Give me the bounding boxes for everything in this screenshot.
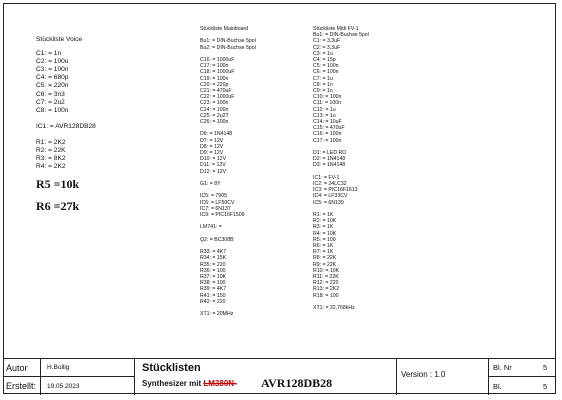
mainboard-rectifier: G1: = 8Y [200, 181, 221, 188]
mainboard-cap: C23: = 100n [200, 100, 229, 107]
midi-resistor: R3: = 1K [313, 224, 334, 231]
mainboard-cap: C19: = 100n [200, 75, 229, 82]
midi-connector-1: Bu1: = DIN-Buchse 5pol [313, 32, 369, 39]
mainboard-cap: C21: = 470uF [200, 88, 232, 94]
subtitle-text: Synthesizer mit [142, 379, 202, 388]
midi-diode: D2: = 1N4148 [313, 156, 346, 163]
created-label-cell [3, 377, 41, 395]
midi-resistor: R5: = 100 [313, 236, 336, 243]
voice-cap-6: C6: = 3n3 [36, 90, 65, 98]
voice-cap-3: C3: = 100n [36, 66, 69, 74]
midi-cap: C5: = 100n [313, 63, 339, 70]
sheet-count-label: Bl. [493, 382, 502, 391]
author-name: H.Bollig [47, 364, 70, 371]
mainboard-resistor: R37: = 10K [200, 274, 227, 280]
midi-ic: IC1: = FV-1 [313, 174, 340, 181]
voice-cap-2: C2: = 100u [36, 58, 69, 66]
mainboard-diode: D10: = 12V [200, 156, 227, 163]
mainboard-title: Stückliste Mainboard [200, 26, 249, 32]
midi-cap: C3: = 1u [313, 50, 333, 57]
midi-cap: C13: = 1u [313, 112, 336, 119]
midi-cap: C7: = 1u [313, 75, 333, 82]
midi-resistor: R12: = 220 [313, 280, 339, 287]
author-label-cell [3, 359, 41, 377]
voice-title: Stückliste Voice [36, 36, 83, 43]
mainboard-connector-1: Bu1: = DIN-Buchse 5pol [200, 38, 256, 45]
midi-ic: IC5: = 6N139 [313, 199, 344, 206]
midi-cap: C16: = 100n [313, 131, 342, 138]
mainboard-diode: D9: = 12V [200, 150, 224, 157]
document-title: Stücklisten [142, 362, 201, 374]
midi-cap: C2: = 3,3uF [313, 44, 341, 51]
mainboard-resistor: R38: = 100 [200, 280, 226, 287]
mainboard-resistor: R41: = 150 [200, 292, 226, 299]
voice-cap-7: C7: = 2u2 [36, 98, 65, 106]
midi-ic: IC2: = 24LC32 [313, 181, 347, 188]
sheet-number-cell [489, 359, 556, 377]
voice-parts-list [36, 36, 96, 213]
mainboard-cap: C16: = 1000uF [200, 56, 235, 63]
mainboard-opamp: LM741: = [200, 224, 222, 231]
voice-resistor-2: R2: = 22K [36, 147, 66, 155]
midi-title: Stückliste Midi FV-1 [313, 26, 359, 32]
voice-resistor-4: R4: = 2K2 [36, 163, 66, 171]
midi-cap: C12: = 1u [313, 106, 336, 113]
mainboard-cap: C17: = 100n [200, 63, 229, 70]
mainboard-cap: C22: = 1000uF [200, 94, 235, 101]
midi-resistor: R9: = 22K [313, 261, 337, 268]
mainboard-diode: D6: = 1N4148 [200, 131, 233, 138]
mainboard-cap: C18: = 1000uF [200, 69, 235, 76]
midi-ic: IC4: = LF33CV [313, 193, 348, 200]
version-cell [397, 359, 489, 395]
mainboard-ic: IC7: = 6N137 [200, 205, 231, 212]
mainboard-cap: C24: = 100n [200, 106, 229, 113]
title-cell [135, 359, 397, 395]
midi-resistor: R13: = 2K2 [313, 286, 340, 293]
midi-cap: C11: = 100n [313, 100, 342, 107]
mainboard-resistor: R39: = 4K7 [200, 286, 227, 293]
mainboard-parts-list [200, 26, 256, 317]
handwritten-chip-name: AVR128DB28 [261, 376, 333, 390]
midi-cap: C9: = 1n [313, 88, 333, 95]
title-block [3, 358, 556, 394]
midi-resistor: R2: = 10K [313, 218, 337, 225]
voice-handwritten-r6: R6 =27k [36, 199, 80, 214]
voice-cap-1: C1: = 1n [36, 50, 62, 58]
mainboard-diode: D12: = 12V [200, 168, 227, 175]
mainboard-ic: IC9: = PIC16F1509 [200, 212, 245, 219]
voice-cap-4: C4: = 680p [36, 74, 69, 82]
mainboard-cap: C25: = 2u2T [200, 112, 229, 119]
midi-diode: D1: = LED RD [313, 150, 347, 157]
midi-cap: C14: = 10uF [313, 119, 342, 126]
mainboard-cap: C26: = 100n [200, 119, 229, 126]
created-cell [41, 377, 135, 395]
midi-resistor: R4: = 10K [313, 230, 337, 237]
subtitle-struck-suffix: - [234, 379, 237, 388]
voice-cap-5: C5: = 220n [36, 82, 69, 90]
voice-resistor-1: R1: = 2K2 [36, 138, 66, 146]
mainboard-resistor: R42: = 220 [200, 298, 226, 305]
mainboard-resistor: R34: = 15K [200, 255, 227, 262]
mainboard-crystal: XT1: = 20MHz [200, 311, 234, 318]
midi-cap: C17: = 100n [313, 137, 342, 144]
midi-resistor: R1: = 1K [313, 212, 334, 219]
author-cell [41, 359, 135, 377]
mainboard-ic: IC5: = 7905 [200, 193, 227, 200]
midi-diode: D3: = 1N4148 [313, 162, 346, 169]
voice-cap-8: C8: = 100n [36, 106, 69, 114]
midi-resistor: R7: = 1K [313, 249, 334, 256]
created-label: Erstellt: [6, 381, 37, 391]
mainboard-diode: D11: = 12V [200, 162, 226, 169]
midi-crystal: XT1: = 32,768kHz [313, 305, 355, 312]
mainboard-diode: D7: = 12V [200, 137, 224, 144]
midi-resistor: R6: = 1K [313, 243, 334, 250]
author-label: Autor [6, 363, 28, 373]
mainboard-diode: D8: = 12V [200, 143, 224, 150]
midi-ic: IC3: = PIC16F1613 [313, 187, 358, 194]
midi-resistor: R10: = 10K [313, 267, 340, 274]
midi-cap: C8: = 1n [313, 81, 333, 88]
sheet-number-value: 5 [543, 363, 548, 372]
document-subtitle [142, 379, 237, 388]
midi-cap: C10: = 100n [313, 94, 342, 101]
sheet-count-cell [489, 377, 556, 395]
created-date: 19.05.2023 [47, 383, 80, 390]
mainboard-resistor: R35: = 220 [200, 261, 226, 268]
midi-resistor: R11: = 22K [313, 274, 339, 281]
mainboard-connector-2: Bu2: = DIN-Buchse 5pol [200, 44, 256, 51]
mainboard-resistor: R36: = 100 [200, 267, 226, 274]
mainboard-resistor: R33: = 4K7 [200, 249, 227, 256]
voice-ic: IC1: = AVR128DB28 [36, 122, 96, 130]
mainboard-cap: C20: = 220p [200, 81, 229, 88]
midi-cap: C15: = 470uF [313, 125, 345, 132]
midi-cap: C6: = 100n [313, 69, 339, 76]
version-text: Version : 1.0 [401, 370, 446, 379]
sheet-count-value: 5 [543, 382, 548, 391]
midi-resistor: R8: = 22K [313, 255, 337, 262]
voice-handwritten-r5: R5 =10k [36, 177, 80, 192]
mainboard-transistor: Q2: = BC308B [200, 236, 234, 243]
midi-resistor: R18: = 100 [313, 292, 339, 299]
midi-cap: C4: = 15p [313, 57, 336, 64]
voice-resistor-3: R3: = 8K2 [36, 155, 66, 163]
midi-parts-list [313, 26, 369, 311]
subtitle-struck-part: LM380N [203, 379, 235, 388]
mainboard-ic: IC6: = LF50CV [200, 199, 235, 206]
midi-cap: C1: = 3,3uF [313, 38, 341, 45]
sheet-number-label: Bl. Nr [493, 363, 512, 372]
